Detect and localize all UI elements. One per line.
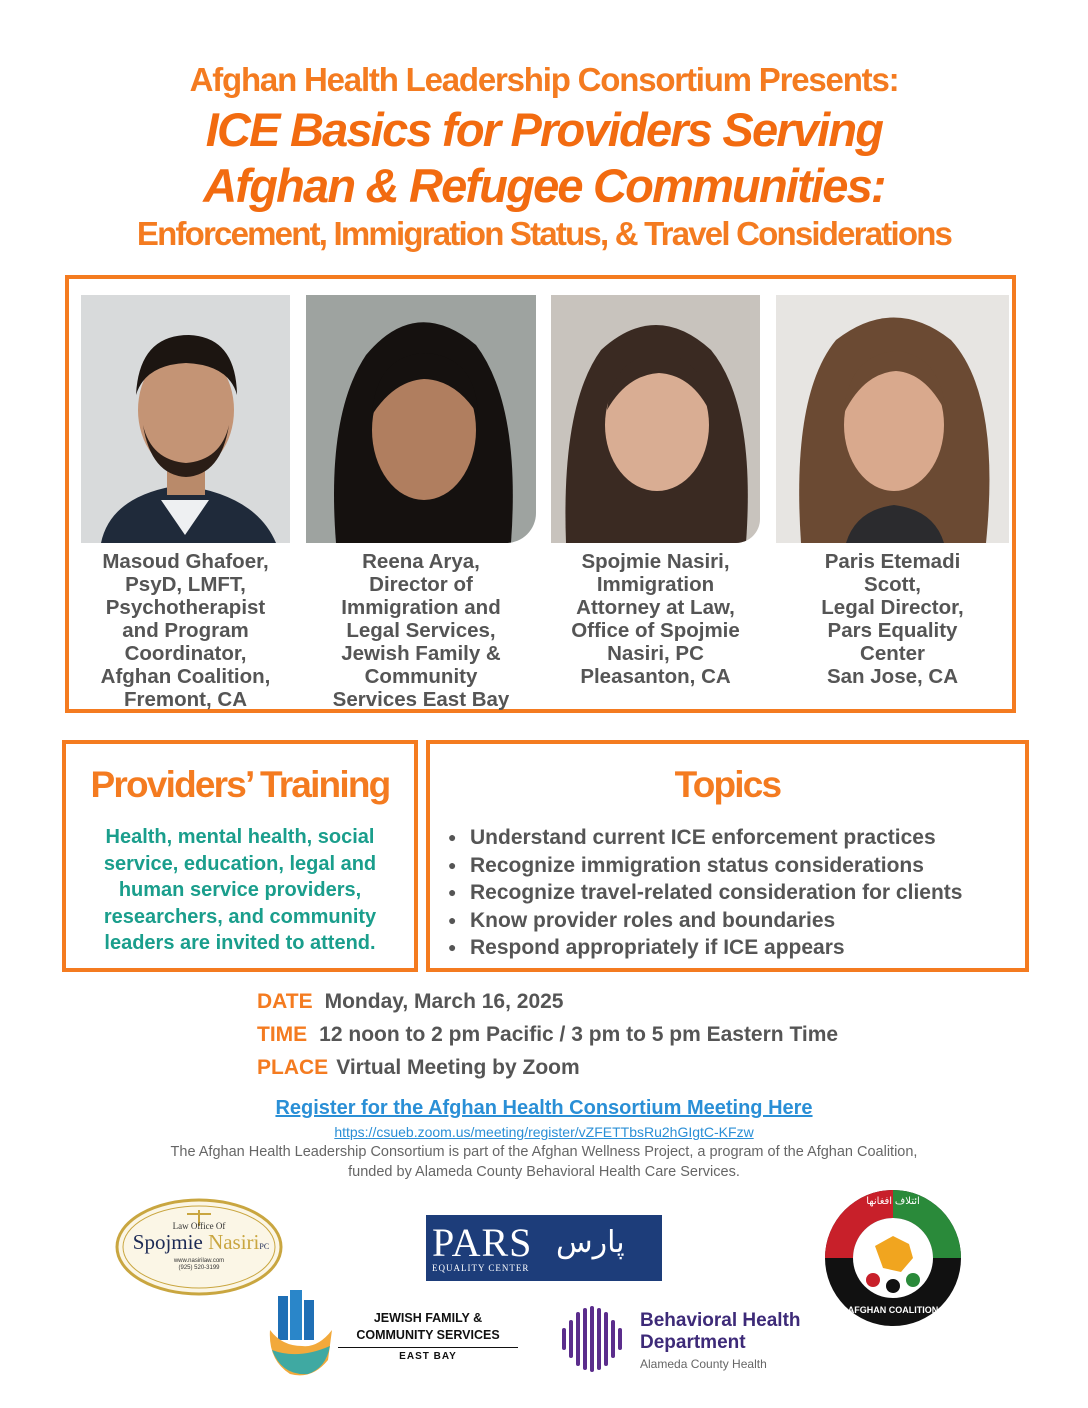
registration-section	[0, 1094, 1088, 1182]
date-row	[257, 985, 838, 1018]
place-label: PLACE	[257, 1056, 329, 1079]
place-row	[257, 1051, 838, 1084]
nasiri-law-logo: Law Office Of Spojmie NasiriPC www.nasirilaw.com (925) 520-3199	[115, 1198, 283, 1296]
speaker-photo-4	[776, 295, 1009, 543]
title-line-1: ICE Basics for Providers Serving	[205, 103, 883, 156]
time-value: 12 noon to 2 pm Pacific / 3 pm to 5 pm Eastern Time	[319, 1023, 839, 1046]
speaker-caption-4: Paris Etemadi Scott, Legal Director, Pars Equality Center San Jose, CA	[821, 550, 964, 688]
register-link[interactable]: Register for the Afghan Health Consortium Meeting Here	[275, 1097, 813, 1119]
bullet-icon: ●	[448, 911, 457, 928]
title-line-2: Afghan & Refugee Communities:	[203, 159, 885, 212]
list-item: ● Know provider roles and boundaries	[448, 908, 836, 932]
training-title: Providers’ Training	[90, 764, 390, 805]
bullet-icon: ●	[448, 829, 457, 845]
date-value: Monday, March 16, 2025	[324, 990, 564, 1013]
speakers-panel	[65, 275, 1016, 713]
list-item: ● Respond appropriately if ICE appears	[448, 936, 845, 960]
flyer-header	[0, 58, 1088, 254]
speaker-photo-3	[551, 295, 760, 543]
footnote-line-2: funded by Alameda County Behavioral Health Care Services.	[348, 1164, 740, 1180]
speaker-photo-2	[306, 295, 536, 543]
bullet-icon: ●	[448, 884, 457, 901]
bullet-icon: ●	[448, 939, 457, 956]
speaker-caption-2: Reena Arya, Director of Immigration and Legal Services, Jewish Family & Community Services East Bay	[332, 550, 510, 711]
time-row	[257, 1018, 838, 1051]
bhd-waveform-icon	[560, 1306, 630, 1372]
register-url-link[interactable]: https://csueb.zoom.us/meeting/register/vZFETTbsRu2hGIgtC-KFzw	[334, 1124, 754, 1140]
bullet-icon: ●	[448, 856, 457, 873]
list-item: ● Understand current ICE enforcement practices	[448, 826, 936, 849]
time-label: TIME	[257, 1023, 308, 1046]
afghan-coalition-logo: AFGHAN COALITION ائتلاف افغانها	[823, 1188, 963, 1328]
date-label: DATE	[257, 990, 313, 1013]
place-value: Virtual Meeting by Zoom	[336, 1056, 580, 1079]
list-item: ● Recognize immigration status considerations	[448, 853, 924, 877]
presenter-line: Afghan Health Leadership Consortium Presents:	[189, 61, 899, 98]
bhd-text: Behavioral Health Department Alameda County Health	[640, 1310, 801, 1371]
speaker-photo-1	[81, 295, 290, 543]
footnote-line-1: The Afghan Health Leadership Consortium is part of the Afghan Wellness Project, a program of the Afghan Coalition,	[170, 1144, 918, 1160]
topics-title: Topics	[674, 764, 781, 805]
speaker-caption-3: Spojmie Nasiri, Immigration Attorney at Law, Office of Spojmie Nasiri, PC Pleasanton, CA	[571, 550, 740, 688]
jfcs-text: JEWISH FAMILY & COMMUNITY SERVICES EAST BAY	[338, 1310, 518, 1366]
event-details	[257, 985, 838, 1084]
subtitle: Enforcement, Immigration Status, & Travel Considerations	[136, 215, 952, 252]
topics-list	[448, 824, 962, 962]
providers-training-box	[62, 740, 418, 972]
jfcs-hand-logo	[268, 1290, 334, 1378]
pars-equality-logo: PARS EQUALITY CENTER پارس	[426, 1215, 662, 1281]
speaker-caption-1: Masoud Ghafoer, PsyD, LMFT, Psychotherapist and Program Coordinator, Afghan Coalition, Fremont, CA	[100, 550, 271, 711]
topics-box	[426, 740, 1029, 972]
list-item: ● Recognize travel-related consideration for clients	[448, 881, 963, 905]
training-description: Health, mental health, social service, education, legal and human service providers, researchers, and community leaders are invited to attend.	[103, 826, 377, 954]
